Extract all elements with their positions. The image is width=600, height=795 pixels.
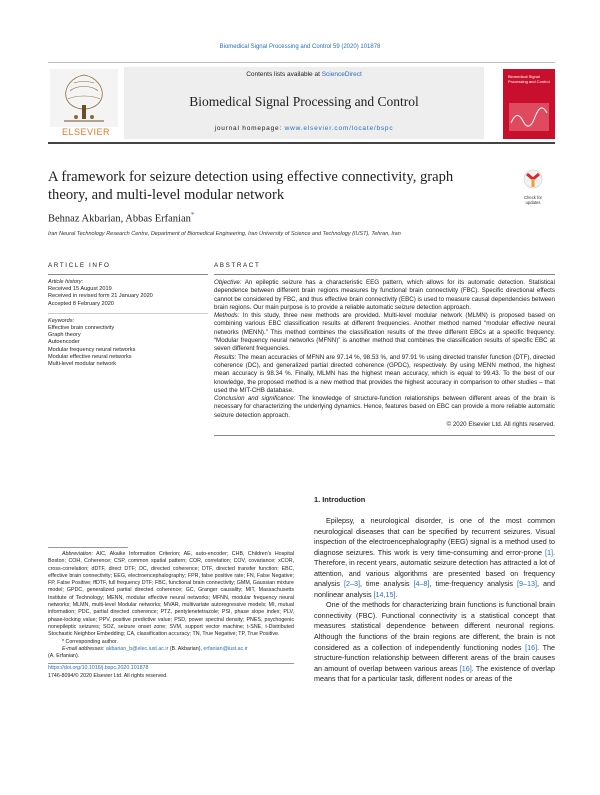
- journal-homepage-line: [124, 125, 484, 132]
- crossmark-label-2: updates: [525, 200, 541, 205]
- abstract-rule: [214, 274, 555, 275]
- journal-header: [48, 62, 555, 144]
- history-label: Article history:: [48, 279, 84, 285]
- journal-reference[interactable]: Biomedical Signal Processing and Control 59 (2020) 101878: [219, 44, 381, 50]
- keyword-item: Modular effective neural networks: [48, 353, 132, 360]
- citation-link[interactable]: [16]: [459, 663, 472, 673]
- email-name-erfanian: (A. Erfanian).: [48, 653, 80, 660]
- conclusion-text: The knowledge of structure-function relationships between different areas of the brain is necessary for characterizing the underlying dynamics. Hence, features based on EBC can provide a more reliable automatic seizure detection approach.: [214, 395, 555, 419]
- intro-p2-text: . The existence of overlap means that for a particular task, different nodes or areas of the: [314, 663, 556, 684]
- contents-line: [124, 71, 484, 78]
- elsevier-wordmark: ELSEVIER: [61, 127, 111, 137]
- abbreviation-footnote: [48, 551, 294, 639]
- abstract-heading: ABSTRACT: [214, 262, 261, 269]
- citation-link[interactable]: [14,15]: [373, 589, 396, 599]
- intro-p1-text: , time-frequency analysis: [429, 579, 518, 589]
- abstract-objective: [214, 279, 555, 312]
- objective-text: An epileptic seizure has a characteristic EEG pattern, which allows for its automatic detection. Statistical dependence between different brain regions measures by functional brain connectivity (FBC). Specific directional effects cannot be considered by FBC, and thus effective brain connectivity (EBC) is used to measure causal dependencies between brain regions. Our main purpose is to provide a reliable automatic seizure detection approach.: [214, 279, 555, 311]
- sciencedirect-link[interactable]: ScienceDirect: [321, 71, 362, 78]
- article-history: [48, 279, 208, 308]
- citation-link[interactable]: [9–13]: [517, 579, 537, 589]
- abstract-methods: [214, 312, 555, 353]
- intro-p1-text: , time analysis: [359, 579, 414, 589]
- citation-link[interactable]: [16]: [525, 642, 538, 652]
- history-received: Received 15 August 2019: [48, 286, 112, 293]
- doi-link[interactable]: https://doi.org/10.1016/j.bspc.2020.101878: [48, 665, 149, 672]
- keyword-item: Effective brain connectivity: [48, 325, 115, 332]
- abbreviation-label: Abbreviation:: [62, 551, 93, 557]
- article-info-heading: ARTICLE INFO: [48, 262, 111, 269]
- keyword-item: Autoencoder: [48, 339, 80, 346]
- footnote-rule: [48, 547, 128, 548]
- crossmark-label-1: Check for: [524, 195, 542, 200]
- author-names: Behnaz Akbarian, Abbas Erfanian: [48, 213, 191, 225]
- copyright: © 2020 Elsevier Ltd. All rights reserved.: [446, 421, 555, 429]
- history-accepted: Accepted 8 February 2020: [48, 300, 114, 307]
- affiliation: Iran Neural Technology Research Centre, Department of Biomedical Engineering, Iran University of Science and Technology (IUST), Tehran, Iran: [48, 231, 401, 237]
- objective-label: Objective:: [214, 279, 242, 286]
- introduction-section: [314, 495, 555, 685]
- conclusion-label: Conclusion and significance:: [214, 395, 296, 403]
- abstract-body: [214, 279, 555, 429]
- citation-link[interactable]: [2–3]: [343, 579, 360, 589]
- homepage-prefix: journal homepage:: [214, 125, 285, 132]
- methods-text: In this study, three new methods are provided. Multi-level modular network (MLMN) is proposed based on combining various EBC classification results at different frequencies. Another method named “modular effective neural networks (MENN).” This method combines the classification results of the three different EBCs at a specific frequency. “Modular frequency neural networks (MFNN)” is another method that combines the classification results of specific EBC at seven different frequencies.: [214, 312, 555, 353]
- methods-label: Methods:: [214, 312, 240, 320]
- article-info-section: [48, 262, 208, 368]
- introduction-body: [314, 516, 555, 685]
- email-link-erfanian[interactable]: erfanian@iust.ac.ir: [203, 645, 248, 652]
- journal-cover-thumbnail[interactable]: [503, 69, 555, 139]
- abbreviation-text: AIC, Akaike Information Criterion; AE, auto-encoder; CHB, Children’s Hospital Boston; COH, Coherence; CSP, common spatial pattern; COR, correlation; COV, covariance; xCOR, cross-correlation; dDTF, direct DTF; DC, directed coherence; DTF, directed transfer function; EBC, effective brain connectivity; EEG, electroencephalography; FPR, false positive rate; FN, False Negative; FP, False Positive; ffDTF, full frequency DTF; FBC, functional brain connectivity; GMM, Gaussian mixture model; GPDC, generalized partial directed coherence; GC, Granger causality; MIT, Massachusetts Institute of Technology; MENN, modular effective neural networks; MFNN, modular frequency neural networks; MLMN, multi-level Modular networks; MVAR, multivariate autoregressive models; MI, mutual information; PDC, partial directed coherence; PTZ, pentylenetetrazole; PSI, phase slope index; PLV, phase-locking value; PPV, positive predictive value; PSD, power spectral density; PNES, psychogenic nonepileptic seizures; SOZ, seizure onset zone; SVM, support vector machine; t-SNE, t-Distributed Stochastic Neighbor Embedding; CA, classification accuracy; TN, True Negative; TP, True Positive.: [48, 551, 294, 638]
- keywords: [48, 318, 208, 368]
- citation-link[interactable]: [4–8]: [413, 579, 430, 589]
- article-title-line-2: theory, and multi-level modular network: [48, 187, 285, 203]
- intro-p2-text: . The structure-function relationship between different areas of the brain causes an amount of overlap between various areas: [314, 642, 556, 673]
- introduction-heading: 1. Introduction: [314, 495, 366, 504]
- intro-p1-text: , and nonlinear analysis: [314, 579, 555, 599]
- email-name-akbarian: (B. Akbarian),: [168, 645, 204, 652]
- abstract-conclusion: [214, 395, 555, 420]
- article-info-rule: [48, 274, 208, 275]
- crossmark-icon: [514, 168, 552, 190]
- corresponding-footnote: * Corresponding author.: [62, 638, 118, 645]
- doi-rule: [48, 663, 294, 664]
- intro-p2-text: One of the methods for characterizing brain functions is functional brain connectivity (FBC). Functional connectivity is a statistical concept that measures statistical dependence between different neuronal regions. Although the functions of the brain regions are different, the brain is not considered as a collection of independently functioning nodes: [314, 600, 555, 652]
- corresponding-author-mark[interactable]: *: [190, 211, 195, 219]
- introduction-paragraph-2: [314, 600, 555, 684]
- abstract-section: [214, 262, 555, 436]
- email-link-akbarian[interactable]: akbarian_b@elec.iust.ac.ir: [105, 645, 169, 652]
- abstract-end-rule: [214, 435, 555, 436]
- email-label: E-mail addresses:: [62, 645, 106, 652]
- abstract-results: [214, 354, 555, 395]
- results-text: The mean accuracies of MFNN are 97.14 %, 98.53 %, and 97.91 % using directed transfer function (DTF), directed coherence (DC), and generalized partial directed coherence (GPDC), respectively. By using MENN method, the highest mean accuracy is 98.34 %. Finally, MLMN has the highest mean accuracy, which is equal to 99.43. To the best of our knowledge, the proposed method is a new method that provides the highest accuracy in comparison to other studies – that used the MIT-CHB database.: [214, 353, 555, 394]
- email-footnote: [48, 646, 294, 661]
- journal-title: Biomedical Signal Processing and Control: [189, 94, 419, 109]
- issn-line: 1746-8094/© 2020 Elsevier Ltd. All rights reserved.: [48, 672, 168, 679]
- results-label: Results:: [214, 353, 237, 361]
- keyword-item: Modular frequency neural networks: [48, 346, 136, 353]
- history-rule: [48, 313, 208, 314]
- article-title: [48, 168, 488, 204]
- cover-title: Biomedical Signal Processing and Control: [508, 74, 550, 84]
- history-revised: Received in revised form 21 January 2020: [48, 293, 153, 300]
- citation-link[interactable]: [1]: [545, 547, 553, 557]
- intro-p1-text: Epilepsy, a neurological disorder, is one of the most common neurological diseases that can be specified by recurrent seizures. Visual inspection of the electroencephalography (EEG) signal is a method used to diagnose seizures. This work is very time-consuming and error-prone: [314, 516, 555, 557]
- keyword-item: Graph theory: [48, 332, 81, 339]
- introduction-paragraph-1: [314, 516, 555, 600]
- keywords-label: Keywords:: [48, 317, 75, 324]
- article-title-line-1: A framework for seizure detection using effective connectivity, graph: [48, 169, 454, 185]
- journal-header-panel: [124, 67, 484, 139]
- contents-prefix: Contents lists available at: [246, 71, 322, 78]
- homepage-link[interactable]: www.elsevier.com/locate/bspc: [284, 125, 394, 132]
- footnotes: [48, 547, 294, 680]
- doi-block: [48, 665, 294, 680]
- elsevier-tree-logo[interactable]: [50, 69, 118, 139]
- crossmark-badge[interactable]: [514, 168, 552, 205]
- intro-p1-text: . Therefore, in recent years, automatic seizure detection has attracted a lot of attention, and various algorithms are presented based on frequency analysis: [314, 547, 555, 589]
- authors: [48, 211, 194, 225]
- intro-p1-text: .: [395, 589, 398, 599]
- keyword-item: Multi-level modular network: [48, 361, 117, 368]
